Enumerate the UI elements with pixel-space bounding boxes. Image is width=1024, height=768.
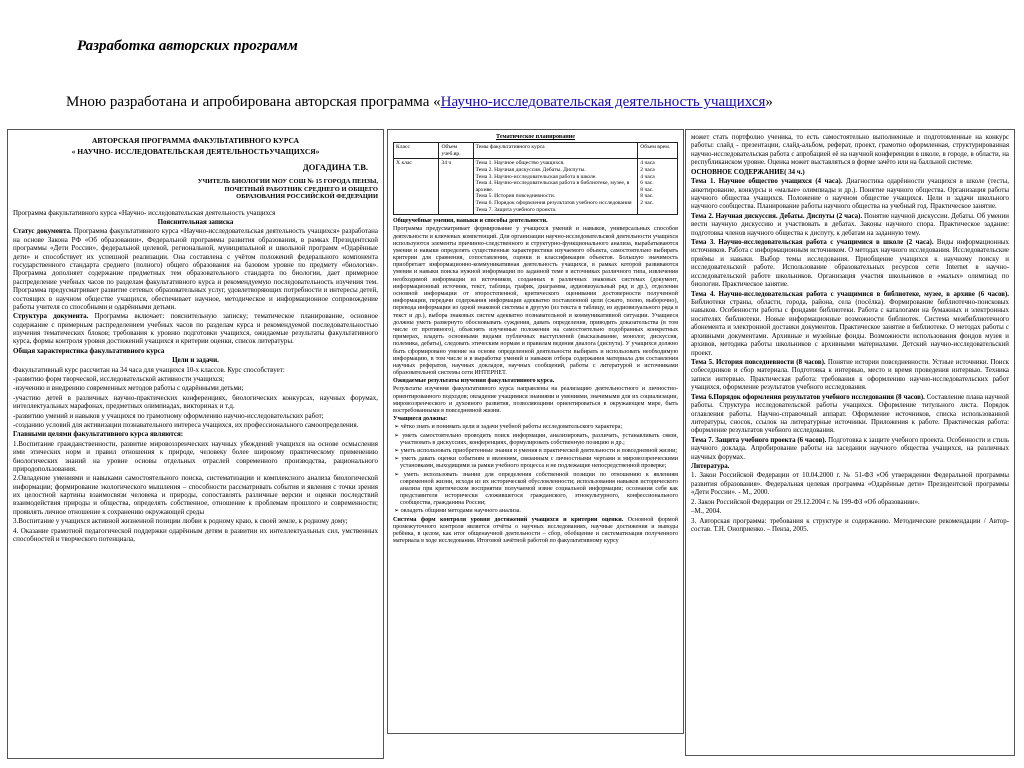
author-affiliation [13,178,378,200]
row-volume: 34 ч [439,159,473,215]
structure-paragraph [13,312,378,346]
hours-item: 2 час. [640,199,654,206]
program-header-line-2: « НАУЧНО- ИССЛЕДОВАТЕЛЬСКАЯ ДЕЯТЕЛЬНОСТЬУЧАЩИХСЯ» [71,147,320,156]
topic-6-text: Составление плана научной работы. Структура исследовательской работы учащихся. Оформление титульного листа. Порядок оглавления работы. Научно-справочный аппарат. Оформление источников, списка использованной литературы, сносок, ссылок на литературные источники. Приложения к работе. Практическая работа: оформление результатов учебного исследования. [691,393,1009,435]
page-3-content [686,130,1014,539]
topic-2 [691,213,1009,238]
results-title: Ожидаемые результаты изучения факультативного курса. [393,378,555,385]
document-page-3 [686,130,1014,755]
topic-4-text: Библиотеки страны, области, города, района, села (посёлка). Формирование библиотечно-поисковых навыков. Особенности работы с фондами библиотеки. Работа с каталогами на бумажных и электронных носителях библиотеки. Новые информационные возможности библиотек. Система межбиблиотечного абонемента и электронной доставки документов. Практическое занятие в библиотеке. О методах работы с архивными документами. Архивные и музейные фонды. Возможности использования фондов музея и архивов, методика работы школьников с архивными материалами. Детский научно-исследовательский проект. [691,299,1009,357]
structure-text: Программа включает: пояснительную записку; тематическое планирование, основное содержание с примерным распределением учебных часов по разделам курса и рекомендуемой последовательностью изучения тематических блоков; требования к уровню подготовки учащихся, ожидаемые результаты факультативного курса, формы контроля уровня достижений учащихся и критерии оценки, список литературы. [13,312,379,346]
literature-item: 1. Закон Российской Федерации от 10.04.2000 г. № 51-ФЗ «Об утверждении Федеральной программы развития образования». Федеральная целевая программа «Одарённые дети» Президентской программы «Дети России». - М., 2000. [691,472,1009,497]
goal-item: -развитию умений и навыков у учащихся по грамотному оформлению научно-исследовательских работ; [13,411,324,420]
topic-5-text: Понятие истории повседневности. Устные источники. Поиск собеседников и сбор материала. Подготовка к интервью, место и время проведения интервью. Техника записи интервью. Практическая работа: требования к оформлению научно-исследовательских работ учащихся, оформление результатов учебного исследования. [691,358,1009,392]
goal-item: -развитию форм творческой, исследовательской активности учащихся; [13,375,225,384]
topic-3-text: Виды информационных источников. Работа с информационным источником. О методах научного исследования. Исследовательские приёмы и навыки. Выбор темы исследования. Приобщение учащихся к научному поиску и исследовательской работе. Использование образовательных ресурсов сети Internet в научно-исследовательской работе школьников. Организация участия школьников в «малых» олимпиад по биологии. Практическое занятие. [691,239,1009,289]
main-goal-item: 3.Воспитание у учащихся активной жизненной позиции любви к родному краю, к своей земле, к родному дому; [13,517,348,526]
main-goal-item: 4. Оказание грамотной педагогической поддержки одарённым детям в развитии их интеллектуальных сил, умственных способностей и творческого потенциала, [13,526,378,544]
goal-item: -изучению и внедрению современных методов работы с одарёнными детьми; [13,384,244,393]
affiliation-line: УЧИТЕЛЬ БИОЛОГИИ МОУ СОШ № 15 ГОРОДА ПЕНЗЫ, [197,178,378,186]
page-1-content [8,130,383,548]
col-class-header: Класс [394,143,439,159]
topic-5 [691,359,1009,393]
row-topics [473,159,638,215]
topic-3 [691,239,1009,290]
intro-suffix: » [765,94,773,110]
document-page-2 [388,130,683,733]
topic-5-label: Тема 5. История повседневности (8 часов). [691,358,826,366]
control-paragraph [393,517,678,546]
col-hours-header: Объем врем. [638,143,678,159]
affiliation-line: ОБРАЗОВАНИЯ РОССИЙСКОЙ ФЕДЕРАЦИИ [236,193,378,201]
program-header-line-1: АВТОРСКАЯ ПРОГРАММА ФАКУЛЬТАТИВНОГО КУРСА [91,136,300,145]
structure-label: Структура документа. [13,312,89,321]
topic-4-label: Тема 4. Научно-исследовательская работа с учащимися в библиотеке, музее, в архиве (6 часов). [691,290,1009,298]
status-text: Программа факультативного курса «Научно-исследовательская деятельность учащихся» разработана на основе Закона РФ «Об образовании», Федеральной программы развития образования, в рамках Президентской программы «Дети России», федеральной целевой, региональной, муниципальной и школьной программ «Одарённые дети» и способствует их успешной реализации. Она составлена с учётом положений федерального компонента государственного стандарта среднего (полного) общего образования на базовом уровне по предмету «биология». Программа дополняет содержание предметных тем образовательного стандарта по биологии, дает примерное распределение учебных часов по разделам факультативного курса и рекомендуемую последовательность изучения тем. Программа предусматривает развитие сетевых образовательных услуг, удовлетворяющих потребности и интересы детей, состоящих в научном обществе учащихся, обеспечивает научное, методическое и информационное сопровождение работы учителя со способными и одарёнными детьми. [13,227,379,311]
topic-1-text: Диагностика одарённости учащихся в школе (тесты, анкетирование, конкурсы и «малые» олимпиады и др.). Понятие научного общества. Организация работы научного общества учащихся. Положение о научном обществе учащихся. Цели и задачи школьного научного сообщества. Планирование работы научного общества на учебный год. Практическое занятие. [691,178,1009,211]
status-label: Статус документа. [13,227,72,236]
topic-7 [691,437,1009,462]
topic-7-text: Подготовка к защите учебного проекта. Особенности и стиль научного доклада. Апробирование работы на заседании научного общества учащихся, на различных научных форумах. [691,436,1010,461]
note-title: Пояснительная записка [157,217,234,226]
table-title: Тематическое планирование [495,134,575,140]
col-topics-header: Темы факультативного курса [473,143,638,159]
row-class: X клас [394,159,439,215]
topic-item: Тема 4. Научно-исследовательская работа в библиотеке, музее, в архиве. [475,180,630,193]
table-header-row [394,143,678,159]
topic-item: Тема 6. Порядок оформления результатов учебного исследования [475,199,632,206]
should-item: ➢ овладеть общими методами научного анализа. [394,508,521,515]
topic-3-label: Тема 3. Научно-исследовательская работа с учащимися в школе (2 часа). [691,239,934,247]
intro-line [66,94,773,111]
document-page-1 [8,130,383,758]
literature-item: 2. Закон Российской Федерации от 29.12.2004 г. № 199-ФЗ «Об образовании». [691,498,920,506]
main-goal-item: 1.Воспитание гражданственности, развитие мировоззренческих научных убеждений учащихся на основе осмысления ими этических норм и правил отношения к природе, человеку более широкому практическому применению биологических знаний на уровне основы отдельных отраслей современного производства, рационального природопользования. [13,439,378,473]
hours-item: 2 часа [640,166,655,173]
results-text: Результаты изучения факультативного курса направлены на реализацию деятельностного и личностно-ориентированного подходов; овладение учащимися знаниями и умениями, значимыми для их социализации, мировоззренческого и духовного развития, позволяющими ориентироваться в окружающем мире, быть востребованными в повседневной жизни. [393,386,678,414]
literature-item: 3. Авторская программа: требования к структуре и содержанию. Методические рекомендации / Автор-состав. Т.Н. Оноприенко. – Пенза, 2005. [691,517,1009,533]
topic-item: Тема 1. Научное общество учащихся. [475,160,565,167]
row-hours [638,159,678,215]
goals-title: Цели и задачи. [172,356,219,365]
should-item: ➢ уметь использовать знания для определения собственной позиции по отношению к явлениям современной жизни, исходя из их исторической обусловленности; использования навыков исторического анализа при критическом восприятии получаемой извне социальной информации; осознания себя как представителя исторически сложившегося гражданского, этнокультурного, конфессионального сообщества, гражданина России; [394,471,678,507]
thematic-plan-table [393,142,678,215]
portfolio-text: может стать портфолио ученика, то есть самостоятельно выполненные и подготовленные на конкурс работы: слайд - презентации, слайд-альбом, реферат, проект, грамотно оформленная, структурированная научно-исследовательская работа с апробацией её на научной конференции в школе, в городе, в области, на республиканском уровне. Оценка может выставляться в форме зачёто или на балльной системе. [691,134,1009,167]
page-2-content [388,130,683,550]
slide-title: Разработка авторских программ [77,38,298,54]
main-goal-item: 2.Овладение умениями и навыками самостоятельного поиска, систематизации и комплексного анализа биологической информации; формирование экологического мышления – способности рассматривать события и явления с точки зрения их целостной картины взаимосвязи человека и природы, сопоставлять различные версии и оценки последствий взаимодействия природы и общества, определять собственное, отношение к проблемам прошлого и современности; проявлять личное отношение к сохранению окружающей среды [13,474,378,516]
intro-prefix: Мною разработана и апробирована авторская программа « [66,94,441,110]
table-row [394,159,678,215]
hours-item: 8 час. [640,186,654,193]
goal-item: -созданию условий для активизации познавательного интереса учащихся, их профессионального самоопределения. [13,420,359,429]
control-text: Основной формой промежуточного контроля является отчёты о научных исследованиях, научные достижения и выводы ребёнка, в целом, как итог общенаучной деятельности – сбор, обобщение и систематизация полученного материала в ходе исследования. Итоговой зачётной работой по факультативному курсу [393,516,679,545]
topic-6 [691,394,1009,436]
topic-item: Тема 2. Научная дискуссия. Дебаты. Диспуты. [475,166,586,173]
literature-item: –М., 2004. [691,508,722,516]
should-item: ➢ чётко знать и понимать цели и задачи учебной работы исследовательского характера; [394,424,623,431]
topic-1-label: Тема 1. Научное общество учащихся (4 часа). [691,178,843,186]
topic-item: Тема 7. Защита учебного проекта. [475,206,557,213]
topic-2-text: Понятие научной дискуссии. Дебаты. Об умении вести научную дискуссию и участвовать в дебатах. Законы научного спора. Практическое задание: подготовка членов научного общества к диспуту, к дебатам на заданную тему. [691,212,1009,237]
skills-text: Программа предусматривает формирование у учащихся умений и навыков, универсальных способов деятельности и ключевых компетенций. Для организации научно-исследовательской деятельности учащихся используются элементы причинно-следственного и структурно-функционального анализа, вырабатываются умения и навыки определять существенные характеристики изучаемого объекта, самостоятельно выбирать критерии для сравнения, сопоставления, оценки и классификации объектов. Большую значимость приобретает информационно-коммуникативная деятельность учащихся, в рамках которой развиваются умения и навыки поиска нужной информации по заданной теме в источниках различного типа, извлечения необходимой информации из источников, созданных в различных знаковых системах (документ, информационный источник, текст, таблица, график, диаграмма, аудиовизуальный ряд и др.), отделения основной информации от второстепенной, критического оценивания достоверности полученной информации, передачи содержания информации адекватно поставленной цели (сжато, полно, выборочно), перевода информации из одной знаковой системы в другую (из текста в таблицу, из аудиовизуального ряда в текст и др.), выбора знаковых систем адекватно познавательной и коммуникативной ситуации. Учащиеся должны уметь развернуто обосновывать суждения, давать определения, приводить доказательства (в том числе от противного), объяснять изученные положения на самостоятельно подобранных конкретных примерах, владеть основными видами публичных выступлений (высказывание, монолог, дискуссия, полемика, дебаты), следовать этическим нормам и правилам ведения диалога (диспута). У учащихся должно быть сформировано умение на основе определенной деятельности выбирать и использовать необходимую информацию, в том числе и в выработке умений и навыков отбора содержания материала для составления научных рефератов, научных докладов, научных сообщений, работы с литературой и источниками образовательной системы сети ИНТЕРНЕТ. [393,226,678,377]
topic-item: Тема 5. История повседневности. [475,193,556,200]
col-volume-header: Объем учеб.вр. [439,143,473,159]
topic-6-label: Тема 6.Порядок оформления результатов учебного исследования (8 часов). [691,393,925,401]
topic-1 [691,178,1009,212]
should-item: ➢ уметь самостоятельно проводить поиск информации, анализировать, различать, устанавливать связи, участвовать в дискуссиях, конференциях, формулировать собственную позицию и др.; [394,432,678,446]
control-title: Система форм контроля уровня достижений учащихся и критерии оценки. [393,516,624,523]
skills-title: Общеучебные умения, навыки и способы деятельности. [393,218,548,225]
hours-item: 6 час. [640,180,654,187]
affiliation-line: ПОЧЕТНЫЙ РАБОТНИК СРЕДНЕГО И ОБЩЕГО [224,185,378,193]
author-name: ДОГАДИНА Т.В. [302,162,368,172]
goals-intro: Факультативный курс рассчитан на 34 часа для учащихся 10-х классов. Курс способствует: [13,365,285,374]
topic-7-label: Тема 7. Защита учебного проекта (6 часов). [691,436,827,444]
main-goals-title: Главными целями факультативного курса являются: [13,430,184,439]
should-item: ➢ уметь использовать приобретенные знания и умения в практической деятельности и повседневной жизни; [394,447,678,454]
goal-item: -участию детей в различных научно-практических конференциях, биологических конкурсах, научных форумах, интеллектуальных марафонах, предметных олимпиадах, викторинах и т.д. [13,393,378,411]
topic-item: Тема 3. Научно-исследовательская работа в школе. [475,173,597,180]
topic-4 [691,291,1009,358]
hours-item: 4 часа [640,160,655,167]
hours-item: 4 часа [640,173,655,180]
topic-2-label: Тема 2. Научная дискуссия. Дебаты. Диспуты (2 часа). [691,212,863,220]
literature-title: Литература. [691,463,730,471]
program-line: Программа факультативного курса «Научно- исследовательская деятельность учащихся [13,208,276,217]
hours-item: 8 час. [640,193,654,200]
should-title: Учащиеся должны: [393,416,448,423]
program-link[interactable]: Научно-исследовательская деятельность учащихся [440,94,766,110]
status-paragraph [13,227,378,311]
content-title: ОСНОВНОЕ СОДЕРЖАНИЕ( 34 ч.) [691,168,805,176]
general-title: Общая характеристика факультативного курса [13,346,165,355]
should-item: ➢ уметь давать оценки событиям и явлениям, связанным с личностными чертами и мировоззренческими установками, выходящими за рамки учебного процесса и не подлежащие непосредственной проверке; [394,456,678,470]
